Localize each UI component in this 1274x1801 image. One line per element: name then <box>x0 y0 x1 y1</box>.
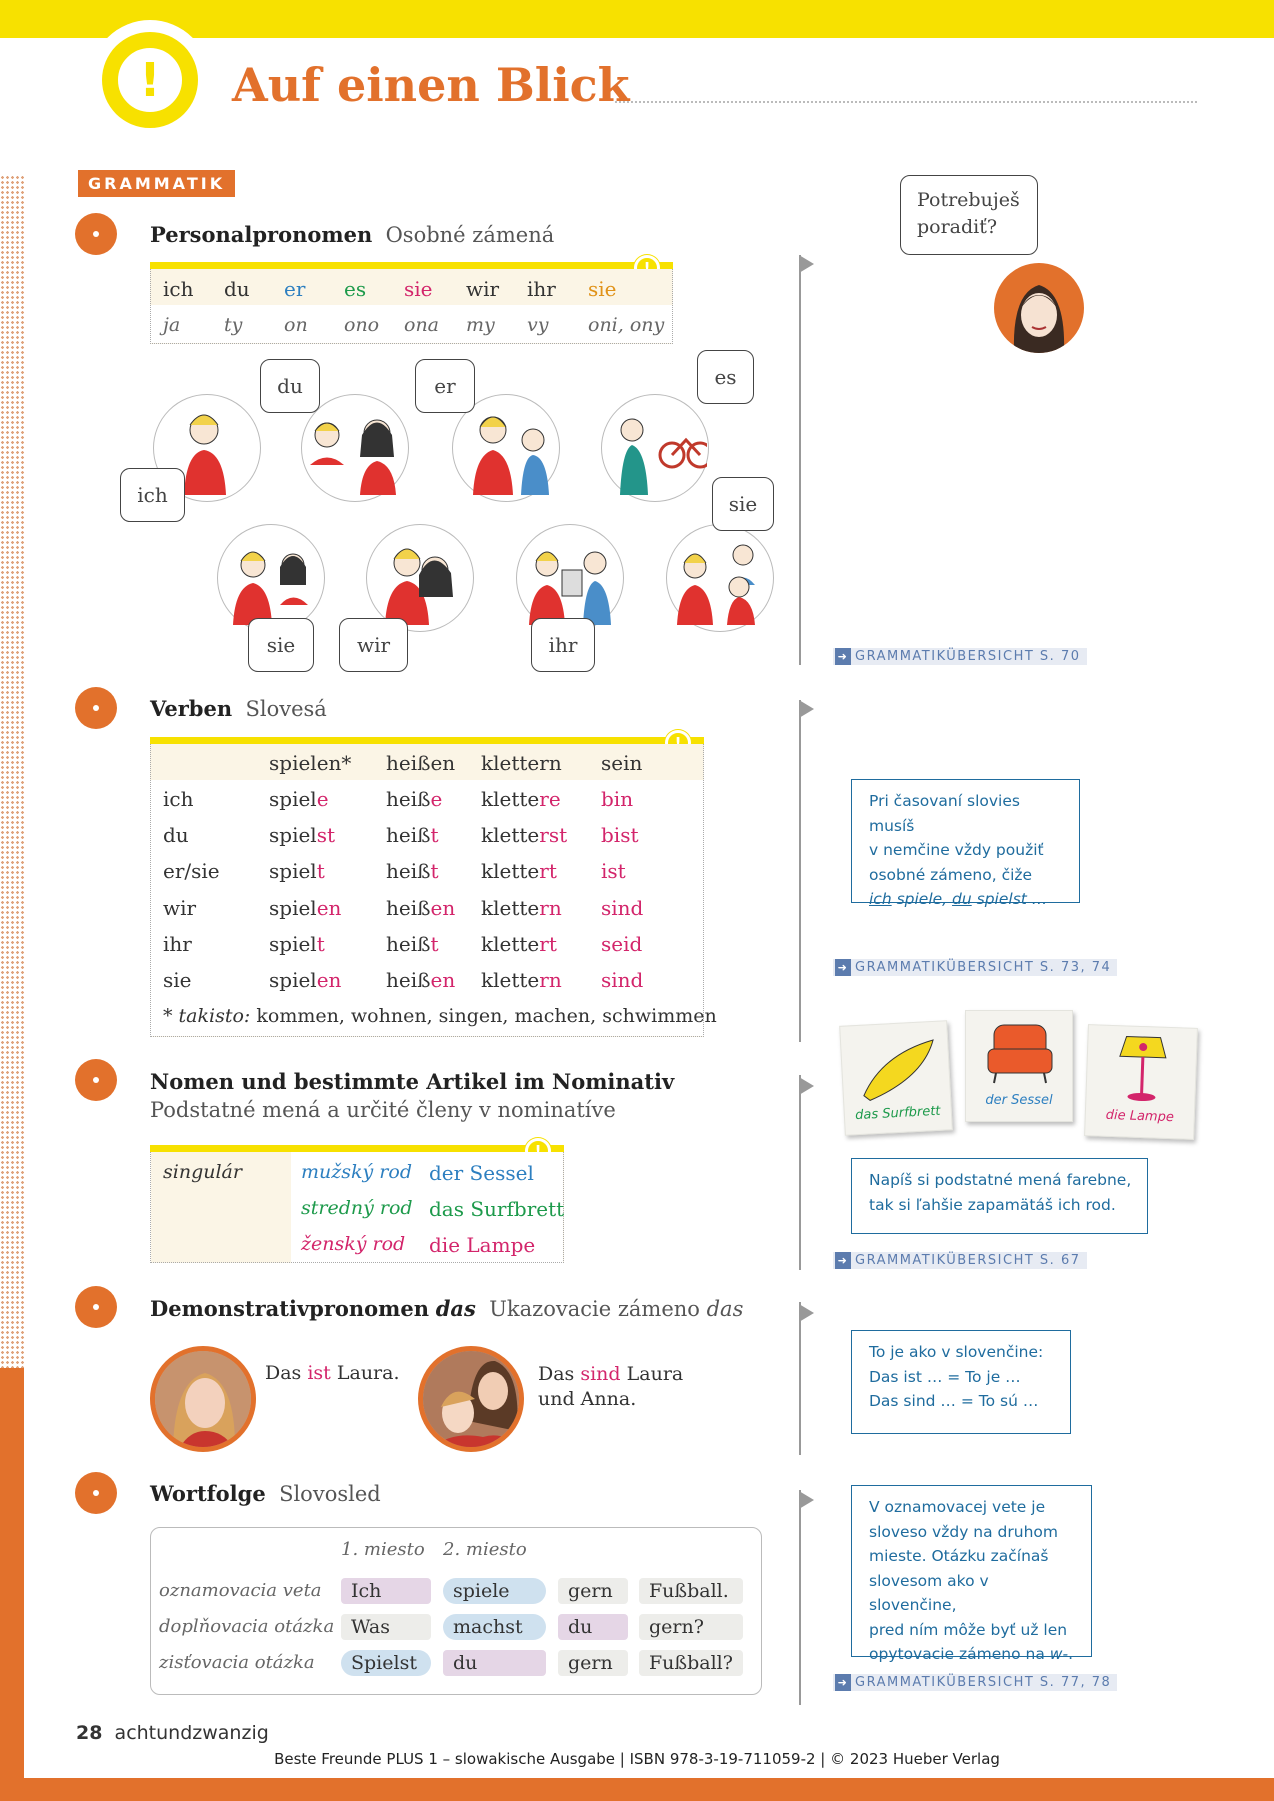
page-title: Auf einen Blick <box>232 58 630 112</box>
margin-rule <box>799 1302 801 1455</box>
section-title-demo: Demonstrativpronomen das Ukazovacie zámeno das <box>150 1296 744 1321</box>
grammar-reference: ➜ GRAMMATIKÜBERSICHT S. 73, 74 <box>833 959 1117 976</box>
photo-laura <box>150 1346 256 1452</box>
page-number: 28 achtundzwanzig <box>76 1722 269 1744</box>
section-bullet <box>75 687 117 729</box>
orange-side-bar <box>0 1368 24 1788</box>
info-note-verbs: Pri časovaní slovies musíš v nemčine vždy použiť osobné zámeno, čiže ich spiele, du spielst … <box>851 779 1080 903</box>
pointer-icon <box>799 1304 814 1322</box>
pronoun-table: ich du er es sie wir ihr sie ja ty on ono ona my vy oni, ony <box>150 269 673 344</box>
surfboard-icon <box>840 1021 952 1107</box>
vocab-card: das Surfbrett <box>839 1020 953 1136</box>
section-bullet <box>75 1059 117 1101</box>
margin-rule <box>799 1075 801 1270</box>
illustration-circle <box>366 524 474 632</box>
section-title-wort: Wortfolge Slovosled <box>150 1481 381 1506</box>
section-title-verbs: Verben Slovesá <box>150 696 327 721</box>
dotted-margin <box>0 175 24 1375</box>
grammar-reference: ➜ GRAMMATIKÜBERSICHT S. 77, 78 <box>833 1674 1117 1691</box>
copyright-line: Beste Freunde PLUS 1 – slowakische Ausgabe | ISBN 978-3-19-711059-2 | © 2023 Hueber Verlag <box>274 1750 1000 1768</box>
example-1: Das ist Laura. <box>265 1362 400 1384</box>
pointer-icon <box>799 255 814 273</box>
illustration-circle <box>301 394 409 502</box>
speech-bubble: es <box>697 350 754 404</box>
speech-bubble: ich <box>120 468 185 522</box>
speech-bubble: ihr <box>531 618 595 672</box>
illustration-circle <box>666 524 774 632</box>
verb-footnote: * takisto: kommen, wohnen, singen, machen, schwimmen <box>163 1005 717 1027</box>
section-bullet <box>75 1286 117 1328</box>
vocab-card: der Sessel <box>965 1010 1073 1122</box>
verb-table: spielen* heißen klettern sein ich du er/sie wir ihr sie spiele spielst spielt spielen spielt spielen heiße heißt heißt heißen heißt heißen klettere kletterst klettert klettern klettert klettern bin bist ist sind seid sind * takisto: kommen, wohnen, singen, machen, schwimmen <box>150 744 704 1037</box>
section-subtitle-nouns: Podstatné mená a určité členy v nominatíve <box>150 1098 616 1122</box>
section-bullet <box>75 1472 117 1514</box>
example-2: Das sind Laura und Anna. <box>538 1363 684 1410</box>
speech-bubble: er <box>415 359 475 413</box>
section-bullet <box>75 213 117 255</box>
speech-bubble: du <box>260 359 320 413</box>
title-rule <box>615 101 1197 103</box>
info-note-demo: To je ako v slovenčine: Das ist … = To je … Das sind … = To sú … <box>851 1330 1071 1434</box>
pointer-icon <box>799 1491 814 1509</box>
info-note-nouns: Napíš si podstatné mená farebne, tak si ľahšie zapamätáš ich rod. <box>851 1158 1148 1234</box>
bottom-bar <box>0 1778 1274 1801</box>
margin-rule <box>799 1490 801 1705</box>
illustration-circle <box>516 524 624 632</box>
armchair-icon <box>966 1011 1074 1091</box>
margin-rule <box>799 255 801 665</box>
pointer-icon <box>799 1077 814 1095</box>
illustration-circle <box>601 394 709 502</box>
photo-laura-anna <box>418 1346 524 1452</box>
section-title-nouns: Nomen und bestimmte Artikel im Nominativ <box>150 1069 675 1094</box>
helper-bubble: Potrebuješ poradiť? <box>900 175 1038 255</box>
vocab-card: die Lampe <box>1084 1024 1198 1140</box>
info-note-wort: V oznamovacej vete je sloveso vždy na druhom mieste. Otázku začínaš slovesom ako v slovenčine, pred ním môže byť už len opytovacie zámeno na w-. <box>851 1485 1092 1657</box>
top-bar <box>0 0 1274 38</box>
speech-bubble: sie <box>712 477 774 531</box>
grammar-reference: ➜ GRAMMATIKÜBERSICHT S. 67 <box>833 1252 1087 1269</box>
exclamation-icon: ! <box>139 53 161 107</box>
speech-bubble: sie <box>248 618 314 672</box>
margin-rule <box>799 700 801 1042</box>
grammar-reference: ➜ GRAMMATIKÜBERSICHT S. 70 <box>833 648 1087 665</box>
helper-avatar <box>994 263 1084 353</box>
noun-table: singulár mužský rod der Sessel stredný rod das Surfbrett ženský rod die Lampe <box>150 1152 564 1263</box>
section-label: GRAMMATIK <box>78 170 235 197</box>
word-order-table: 1. miesto 2. miesto oznamovacia veta Ich spiele gern Fußball. doplňovacia otázka Was machst du gern? zisťovacia otázka Spielst du gern Fußball? <box>150 1527 762 1695</box>
lamp-icon <box>1086 1025 1199 1109</box>
section-title-personal: Personalpronomen Osobné zámená <box>150 222 555 247</box>
pointer-icon <box>799 700 814 718</box>
speech-bubble: wir <box>339 618 408 672</box>
illustration-circle <box>217 524 325 632</box>
